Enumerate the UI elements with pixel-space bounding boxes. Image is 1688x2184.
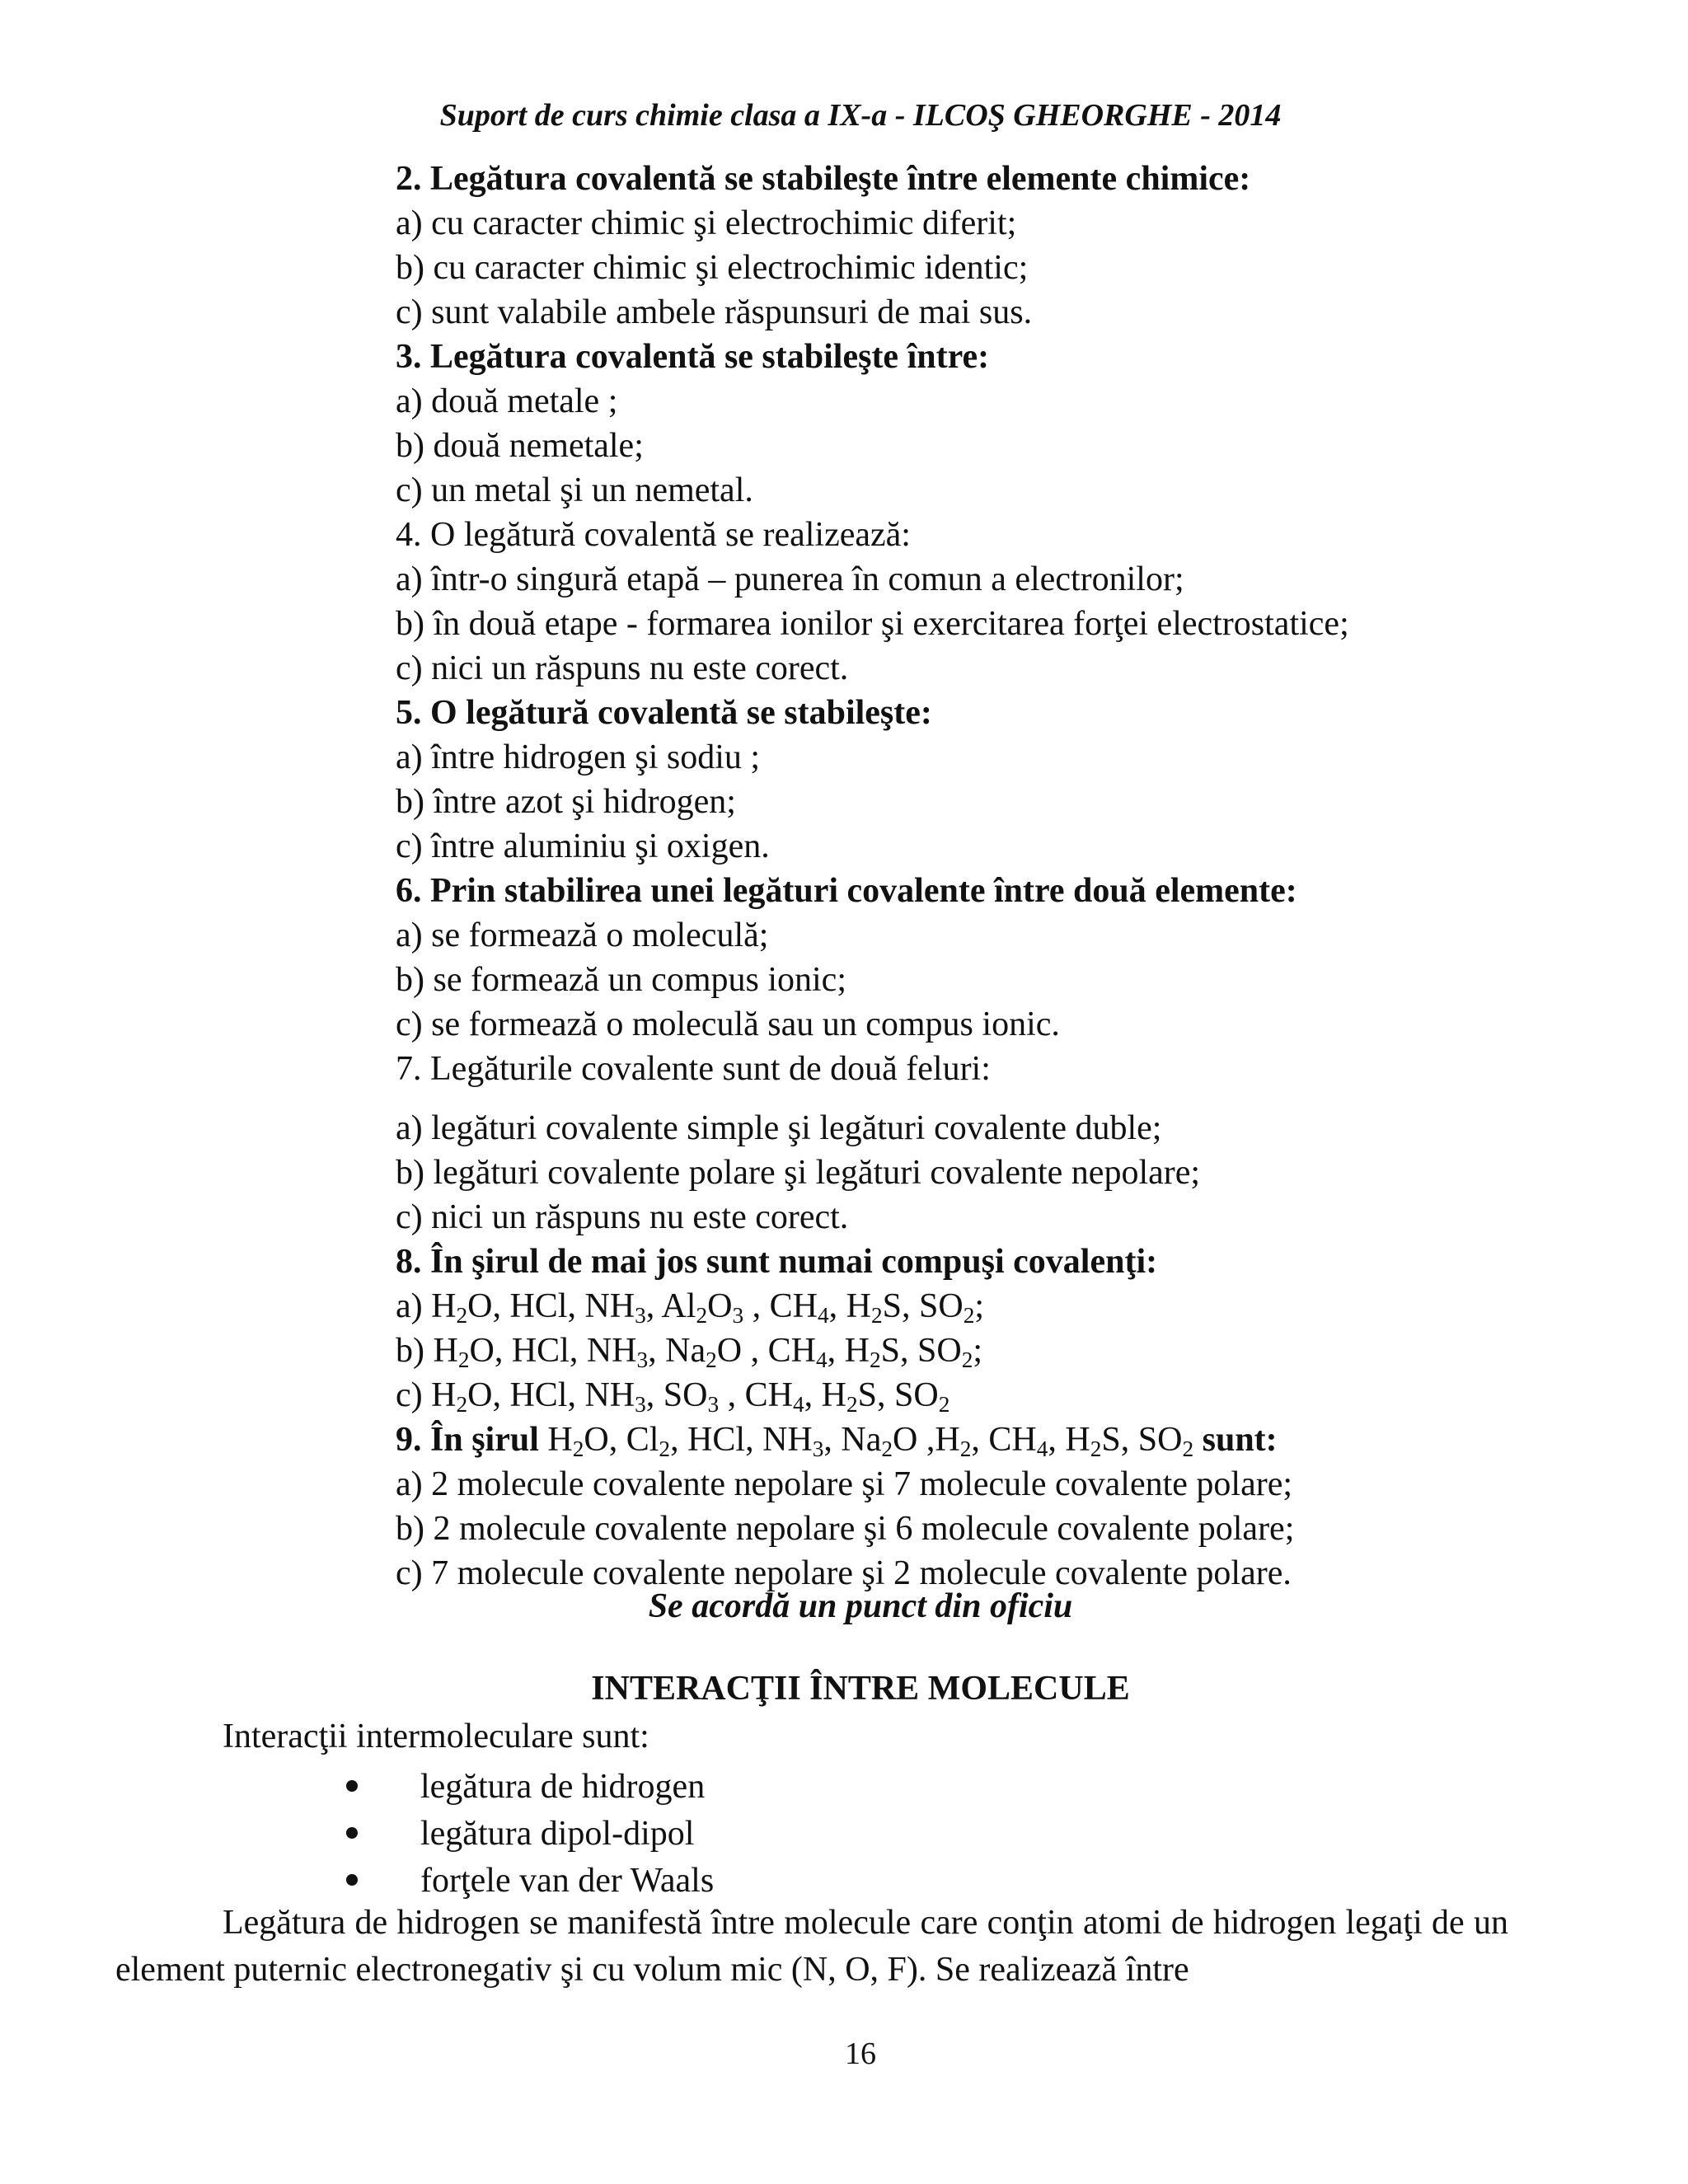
answer-2b: b) cu caracter chimic şi electrochimic identic; [396,249,1029,287]
answer-8c: c) $H_2O$, HCl, $NH_3$, $SO_3$ , $CH_4$, $H_2S$, $SO_2$ [396,1376,950,1417]
bullet-item: legătura dipol-dipol [346,1811,714,1858]
answer-6c: c) se formează o moleculă sau un compus ionic. [396,1005,1060,1043]
answer-4a: a) într-o singură etapă – punerea în comun a electronilor; [396,560,1184,598]
answer-3a: a) două metale ; [396,382,618,420]
answer-9a: a) 2 molecule covalente nepolare şi 7 molecule covalente polare; [396,1465,1293,1503]
question-9: 9. În şirul $H_2O$, $Cl_2$, HCl, $NH_3$, $Na_2O$ $,H_2$, $CH_4$, $H_2S$, $SO_2$ sunt: [396,1421,1278,1461]
answer-7c: c) nici un răspuns nu este corect. [396,1198,849,1236]
answer-4b: b) în două etape - formarea ionilor şi exercitarea forţei electrostatice; [396,605,1349,643]
answer-2c: c) sunt valabile ambele răspunsuri de mai sus. [396,293,1033,331]
page-number: 16 [845,2036,876,2071]
body-paragraph: Legătura de hidrogen se manifestă între molecule care conţin atomi de hidrogen legaţi de un element puternic electronegativ şi cu volum mic (N, O, F). Se realizează între [115,1904,1508,1989]
answer-4c: c) nici un răspuns nu este corect. [396,649,849,687]
section-title: INTERACŢII ÎNTRE MOLECULE [591,1670,1130,1708]
answer-9b: b) 2 molecule covalente nepolare şi 6 molecule covalente polare; [396,1510,1295,1548]
bullet-icon [346,1780,358,1792]
answer-5b: b) între azot şi hidrogen; [396,783,736,821]
bullet-item: forţele van der Waals [346,1858,714,1905]
bonus-note: Se acordă un punct din oficiu [648,1587,1073,1625]
bullet-item: legătura de hidrogen [346,1764,714,1811]
question-4: 4. O legătură covalentă se realizează: [396,516,911,554]
intro-text: Interacţii intermoleculare sunt: [223,1718,649,1755]
bullet-list [346,1764,714,1905]
question-7: 7. Legăturile covalente sunt de două feluri: [396,1050,991,1088]
quiz [396,157,1615,1596]
question-5: 5. O legătură covalentă se stabileşte: [396,694,932,732]
question-8: 8. În şirul de mai jos sunt numai compuşi covalenţi: [396,1243,1158,1281]
answer-8a: a) $H_2O$, HCl, $NH_3$, $Al_2O_3$ , $CH_4$, $H_2S$, $SO_2$; [396,1287,985,1328]
answer-5a: a) între hidrogen şi sodiu ; [396,738,761,776]
question-6: 6. Prin stabilirea unei legături covalente între două elemente: [396,872,1297,910]
answer-6a: a) se formează o moleculă; [396,916,769,954]
page-header: Suport de curs chimie clasa a IX-a - ILCOŞ GHEORGHE - 2014 [439,98,1282,133]
answer-7b: b) legături covalente polare şi legături covalente nepolare; [396,1154,1201,1192]
answer-5c: c) între aluminiu şi oxigen. [396,827,770,865]
question-list [396,157,1615,1240]
answer-3c: c) un metal şi un nemetal. [396,471,753,509]
answer-3b: b) două nemetale; [396,427,644,465]
answer-9c: c) 7 molecule covalente nepolare şi 2 molecule covalente polare. [396,1554,1292,1592]
answer-2a: a) cu caracter chimic şi electrochimic diferit; [396,204,1017,242]
answer-7a: a) legături covalente simple şi legături covalente duble; [396,1109,1162,1147]
bullet-icon [346,1827,358,1839]
question-2: 2. Legătura covalentă se stabileşte între elemente chimice: [396,160,1251,198]
question-3: 3. Legătura covalentă se stabileşte între: [396,338,990,376]
bullet-icon [346,1874,358,1886]
answer-8b: b) $H_2O$, HCl, $NH_3$, $Na_2O$ , $CH_4$, $H_2S$, $SO_2$; [396,1332,983,1372]
answer-6b: b) se formează un compus ionic; [396,961,846,999]
